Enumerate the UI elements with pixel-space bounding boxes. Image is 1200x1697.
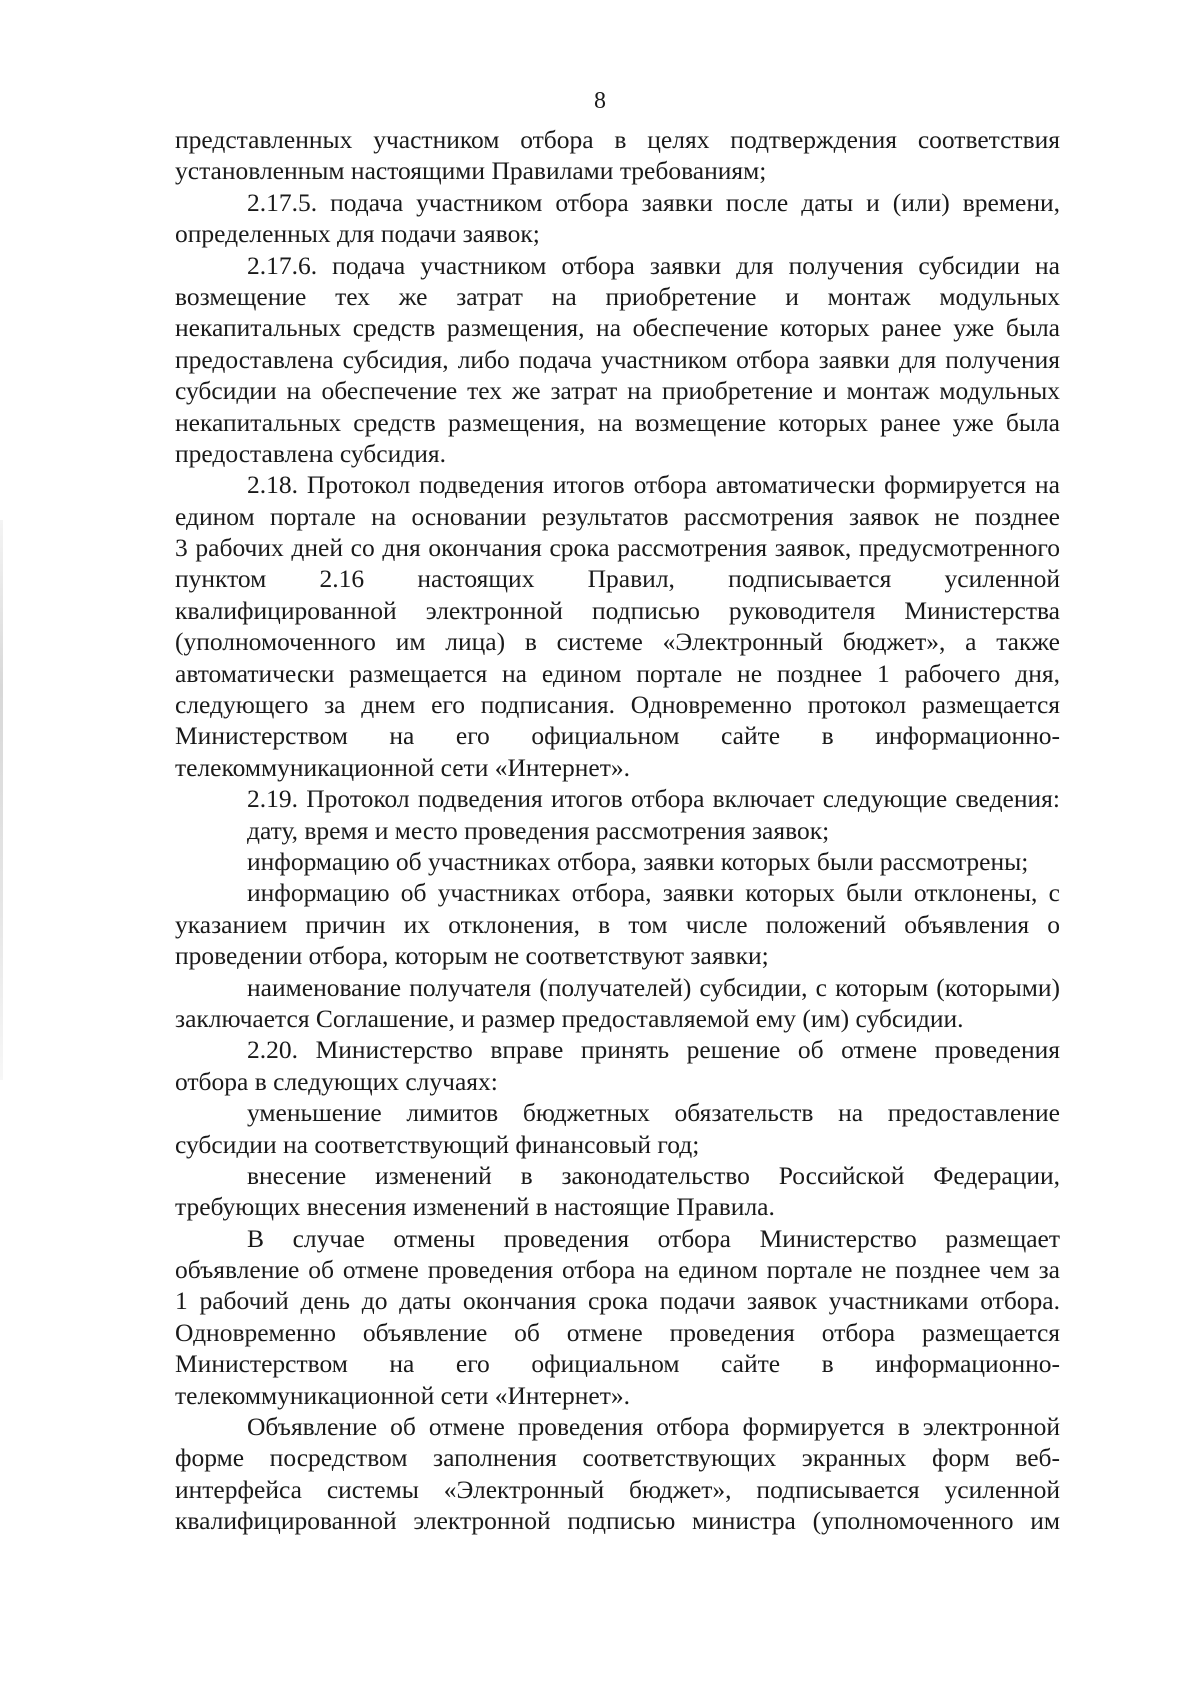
text-line: 2.17.5. подача участником отбора заявки после даты и (или) времени, xyxy=(247,187,1060,217)
text-line: телекоммуникационной сети «Интернет». xyxy=(175,1380,630,1410)
text-line: требующих внесения изменений в настоящие Правила. xyxy=(175,1192,775,1222)
text-line: возмещение тех же затрат на приобретение и монтаж модульных xyxy=(175,281,1060,311)
text-line: предоставлена субсидия, либо подача участником отбора заявки для получения xyxy=(175,344,1060,374)
text-line: наименование получателя (получателей) субсидии, с которым (которыми) xyxy=(247,972,1060,1002)
text-line: следующего за днем его подписания. Одновременно протокол размещается xyxy=(175,690,1060,720)
text-line: проведении отбора, которым не соответствуют заявки; xyxy=(175,941,769,971)
text-line: едином портале на основании результатов рассмотрения заявок не позднее xyxy=(175,501,1060,531)
text-line: субсидии на обеспечение тех же затрат на приобретение и монтаж модульных xyxy=(175,376,1060,406)
text-line: (уполномоченного им лица) в системе «Электронный бюджет», а также xyxy=(175,627,1060,657)
text-line: квалифицированной электронной подписью министра (уполномоченного им xyxy=(175,1506,1060,1536)
text-line: автоматически размещается на едином портале не позднее 1 рабочего дня, xyxy=(175,658,1060,688)
text-line: определенных для подачи заявок; xyxy=(175,219,540,249)
text-line: субсидии на соответствующий финансовый год; xyxy=(175,1129,700,1159)
text-line: внесение изменений в законодательство Российской Федерации, xyxy=(247,1160,1060,1190)
scan-edge-shadow xyxy=(0,520,3,1080)
text-line: В случае отмены проведения отбора Министерство размещает xyxy=(247,1223,1060,1253)
text-line: квалифицированной электронной подписью руководителя Министерства xyxy=(175,595,1060,625)
text-line: установленным настоящими Правилами требованиям; xyxy=(175,156,767,186)
text-line: указанием причин их отклонения, в том числе положений объявления о xyxy=(175,909,1060,939)
text-line: Министерством на его официальном сайте в информационно- xyxy=(175,1349,1060,1379)
text-line: Министерством на его официальном сайте в информационно- xyxy=(175,721,1060,751)
text-line: дату, время и место проведения рассмотрения заявок; xyxy=(247,815,830,845)
text-line: 1 рабочий день до даты окончания срока подачи заявок участниками отбора. xyxy=(175,1286,1060,1316)
text-line: объявление об отмене проведения отбора на едином портале не позднее чем за xyxy=(175,1255,1060,1285)
text-line: заключается Соглашение, и размер предоставляемой ему (им) субсидии. xyxy=(175,1003,964,1033)
text-line: Объявление об отмене проведения отбора формируется в электронной xyxy=(247,1412,1060,1442)
text-line: 2.19. Протокол подведения итогов отбора включает следующие сведения: xyxy=(247,784,1060,814)
text-line: телекоммуникационной сети «Интернет». xyxy=(175,752,630,782)
text-line: отбора в следующих случаях: xyxy=(175,1066,498,1096)
text-line: интерфейса системы «Электронный бюджет», подписывается усиленной xyxy=(175,1474,1060,1504)
text-line: некапитальных средств размещения, на обеспечение которых ранее уже была xyxy=(175,313,1060,343)
text-line: уменьшение лимитов бюджетных обязательств на предоставление xyxy=(247,1098,1060,1128)
text-line: Одновременно объявление об отмене проведения отбора размещается xyxy=(175,1317,1060,1347)
text-line: 3 рабочих дней со дня окончания срока рассмотрения заявок, предусмотренного xyxy=(175,533,1060,563)
text-line: предоставлена субсидия. xyxy=(175,438,446,468)
page-number: 8 xyxy=(594,88,606,114)
text-line: информацию об участниках отбора, заявки которых были отклонены, с xyxy=(247,878,1060,908)
text-line: форме посредством заполнения соответствующих экранных форм веб- xyxy=(175,1443,1060,1473)
body-text xyxy=(175,124,1060,1537)
text-line: информацию об участниках отбора, заявки которых были рассмотрены; xyxy=(247,846,1029,876)
text-line: представленных участником отбора в целях подтверждения соответствия xyxy=(175,125,1060,154)
text-line: 2.17.6. подача участником отбора заявки для получения субсидии на xyxy=(247,250,1060,280)
text-line: пунктом 2.16 настоящих Правил, подписывается усиленной xyxy=(175,564,1060,594)
text-line: 2.18. Протокол подведения итогов отбора автоматически формируется на xyxy=(247,470,1060,500)
text-line: 2.20. Министерство вправе принять решение об отмене проведения xyxy=(247,1035,1060,1065)
text-line: некапитальных средств размещения, на возмещение которых ранее уже была xyxy=(175,407,1060,437)
